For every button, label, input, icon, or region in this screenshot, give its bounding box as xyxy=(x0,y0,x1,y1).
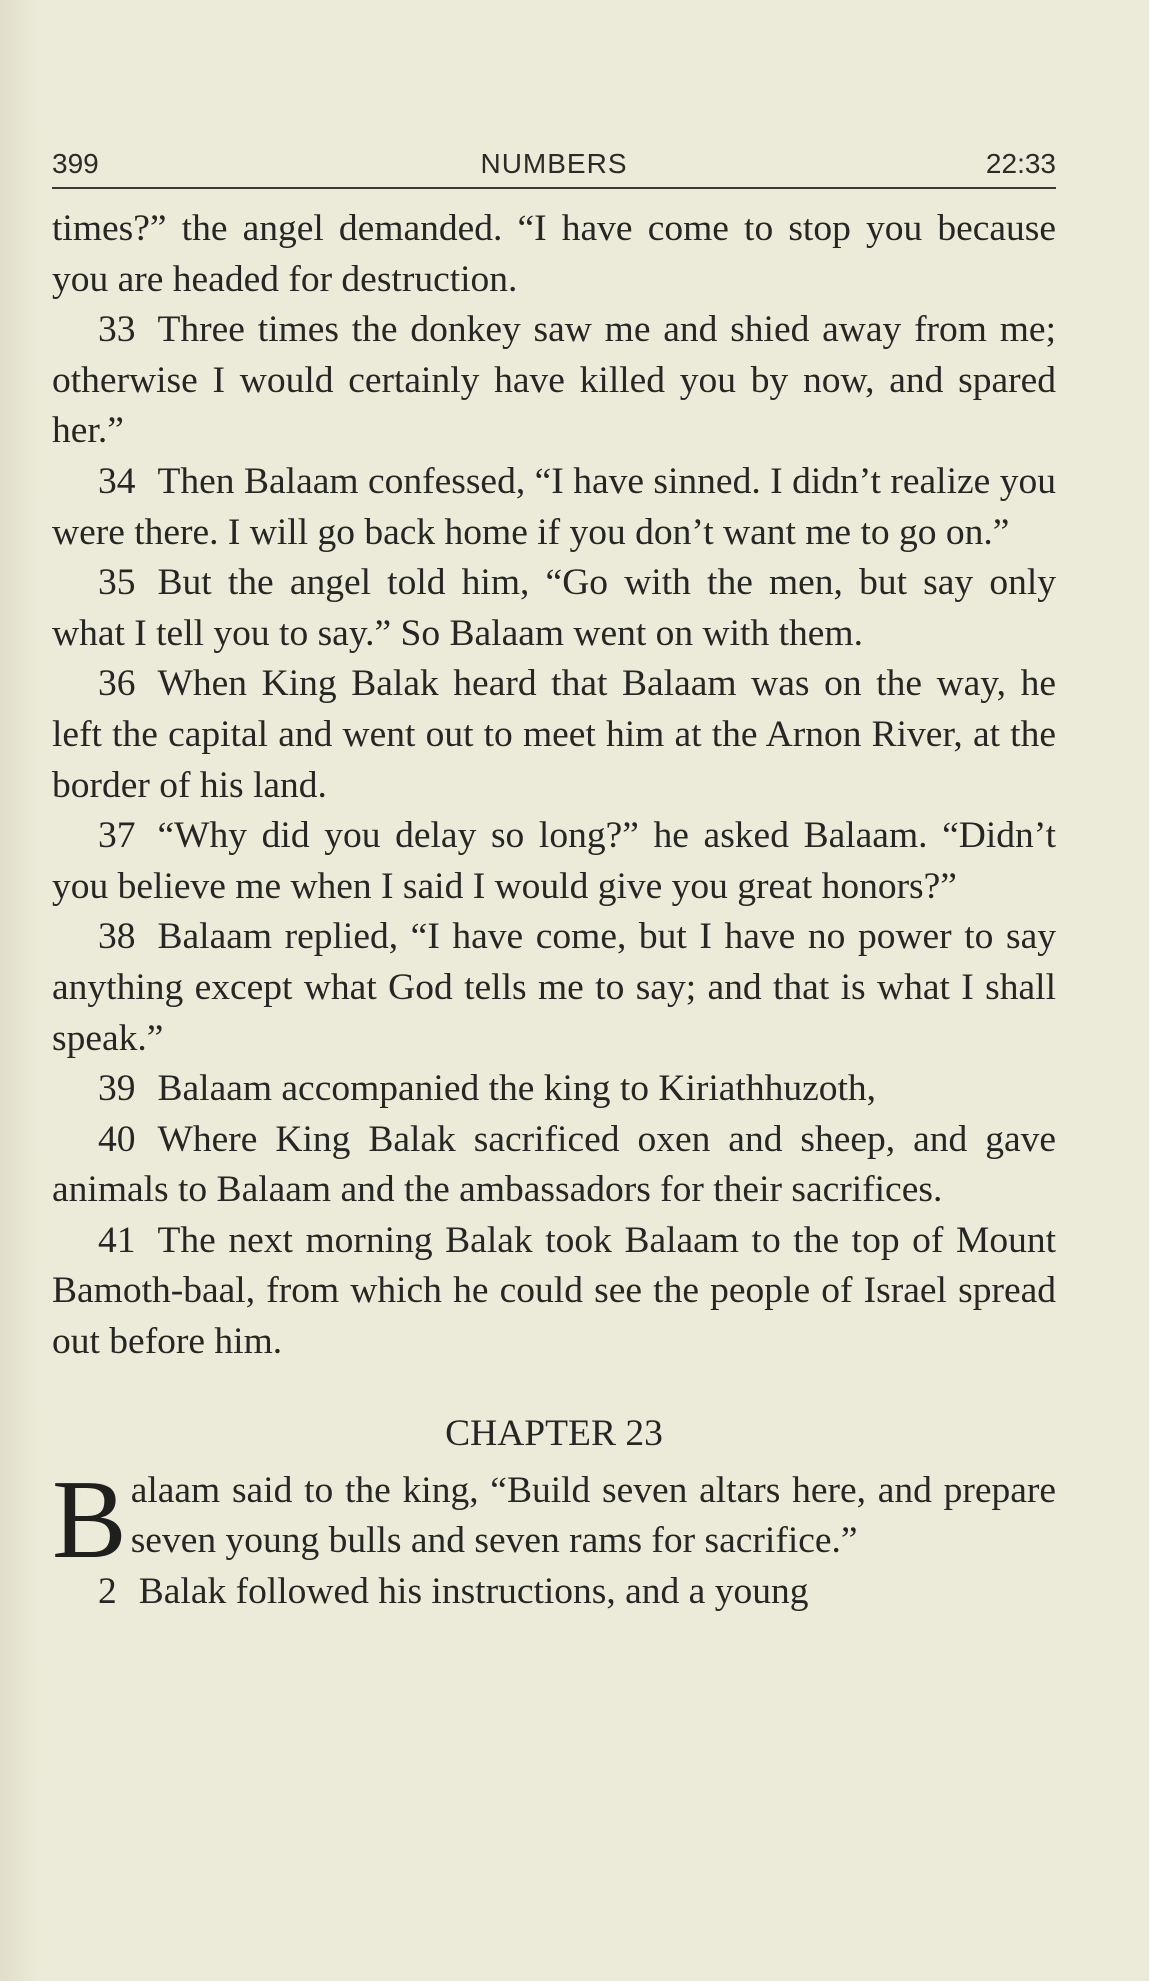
verse-text: Balak followed his instructions, and a young xyxy=(138,1570,809,1612)
chapter-verse-reference: 22:33 xyxy=(985,148,1056,179)
verse-38 xyxy=(52,912,1056,1064)
verse-number: 36 xyxy=(98,663,136,705)
verse-35 xyxy=(52,558,1056,659)
verse-number: 35 xyxy=(98,562,136,604)
verse-text: Balaam replied, “I have come, but I have no power to say anything except what God tells me to say; and that is what I shall speak.” xyxy=(52,916,1056,1059)
verse-text: The next morning Balak took Balaam to the top of Mount Bamoth-baal, from which he could see the people of Israel spread out before him. xyxy=(52,1219,1056,1363)
running-header xyxy=(52,144,1056,184)
verse-text: When King Balak heard that Balaam was on the way, he left the capital and went out to meet him at the Arnon River, at the border of his land. xyxy=(52,663,1056,806)
verse-number: 33 xyxy=(98,309,136,351)
verse-40 xyxy=(52,1115,1056,1216)
verse-text: But the angel told him, “Go with the men, but say only what I tell you to say.” So Balaam went on with them. xyxy=(52,562,1056,654)
book-title: NUMBERS xyxy=(480,148,628,179)
page-body xyxy=(52,204,1056,1617)
paragraph-continuation xyxy=(52,204,1056,305)
header-rule xyxy=(52,187,1056,189)
chapter-opening-paragraph xyxy=(52,1457,1056,1582)
paragraph-text: alaam said to the king, “Build seven altars here, and prepare seven young bulls and seven rams for sacrifice.” xyxy=(130,1469,1056,1562)
verse-number: 34 xyxy=(98,460,136,502)
verse-number: 40 xyxy=(98,1118,136,1160)
verse-number: 2 xyxy=(98,1570,117,1612)
verse-37 xyxy=(52,811,1056,912)
verse-text: Where King Balak sacrificed oxen and sheep, and gave animals to Balaam and the ambassadors for their sacrifices. xyxy=(52,1118,1056,1211)
drop-cap: B xyxy=(52,1457,127,1582)
verse-39 xyxy=(52,1064,1056,1115)
chapter-heading: CHAPTER 23 xyxy=(445,1412,663,1454)
verse-36 xyxy=(52,659,1056,811)
verse-number: 39 xyxy=(98,1068,136,1110)
verse-33 xyxy=(52,305,1056,457)
verse-text: Then Balaam confessed, “I have sinned. I didn’t realize you were there. I will go back home if you don’t want me to go on.” xyxy=(52,460,1056,553)
verse-2 xyxy=(52,1567,1056,1618)
verse-text: Balaam accompanied the king to Kiriathhuzoth, xyxy=(157,1068,877,1110)
verse-number: 37 xyxy=(98,815,136,857)
verse-34 xyxy=(52,457,1056,558)
page-number: 399 xyxy=(52,148,99,179)
verse-41 xyxy=(52,1216,1056,1368)
verse-text: Three times the donkey saw me and shied away from me; otherwise I would certainly have killed you by now, and spared her.” xyxy=(52,309,1056,452)
paragraph-text: times?” the angel demanded. “I have come to stop you because you are headed for destruction. xyxy=(52,208,1056,300)
verse-number: 38 xyxy=(98,916,136,958)
verse-text: “Why did you delay so long?” he asked Balaam. “Didn’t you believe me when I said I would give you great honors?” xyxy=(52,815,1056,907)
verse-number: 41 xyxy=(98,1219,136,1261)
